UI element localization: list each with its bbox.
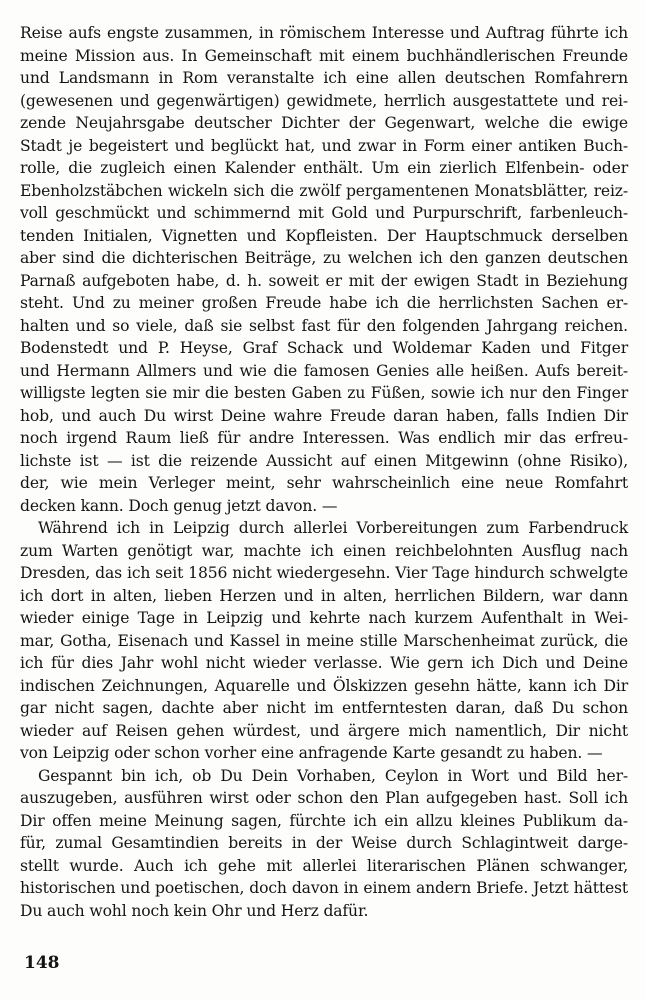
text-line: Reise aufs engste zusammen, in römischem Interesse und Auftrag führte ich <box>20 24 628 42</box>
text-line: halten und so viele, daß sie selbst fast für den folgenden Jahrgang reichen. <box>20 316 628 335</box>
text-line: wieder einige Tage in Leipzig und kehrte nach kurzem Aufenthalt in Wei- <box>20 609 628 627</box>
text-line: Stadt je begeistert und beglückt hat, und zwar in Form einer antiken Buch- <box>20 136 628 155</box>
text-line: Während ich in Leipzig durch allerlei Vorbereitungen zum Farbendruck <box>38 519 628 537</box>
text-line: mar, Gotha, Eisenach und Kassel in meine stille Marschenheimat zurück, die <box>20 631 628 650</box>
text-line: für, zumal Gesamtindien bereits in der Weise durch Schlagintweit darge- <box>20 834 628 852</box>
text-line: und Hermann Allmers und wie die famosen Genies alle heißen. Aufs bereit- <box>20 361 628 380</box>
text-line: Du auch wohl noch kein Ohr und Herz dafür. <box>20 901 369 920</box>
text-line: historischen und poetischen, doch davon in einem andern Briefe. Jetzt hättest <box>20 879 628 897</box>
text-line: Dir offen meine Meinung sagen, fürchte ich ein allzu kleines Publikum da- <box>20 811 628 830</box>
text-line: voll geschmückt und schimmernd mit Gold und Purpurschrift, farbenleuch- <box>20 204 628 222</box>
page-number: 148 <box>24 953 60 973</box>
text-line: der, wie mein Verleger meint, sehr wahrscheinlich eine neue Romfahrt <box>20 474 628 492</box>
text-line: lichste ist — ist die reizende Aussicht auf einen Mitgewinn (ohne Risiko), <box>20 451 628 470</box>
text-line: Ebenholzstäbchen wickeln sich die zwölf pergamentenen Monatsblätter, reiz- <box>20 181 628 200</box>
text-line: zum Warten genötigt war, machte ich einen reichbelohnten Ausflug nach <box>20 541 628 560</box>
text-line: tenden Initialen, Vignetten und Kopfleisten. Der Hauptschmuck derselben <box>20 226 628 245</box>
text-line: Parnaß aufgeboten habe, d. h. soweit er mit der ewigen Stadt in Beziehung <box>20 271 628 290</box>
text-line: von Leipzig oder schon vorher eine anfragende Karte gesandt zu haben. — <box>20 744 603 762</box>
body-text <box>20 22 628 922</box>
text-line: gar nicht sagen, dachte aber nicht im entferntesten daran, daß Du schon <box>20 699 628 717</box>
text-line: indischen Zeichnungen, Aquarelle und Ölskizzen gesehn hätte, kann ich Dir <box>20 676 628 695</box>
text-line: wieder auf Reisen gehen würdest, und ärgere mich namentlich, Dir nicht <box>20 721 628 740</box>
text-line: und Landsmann in Rom veranstalte ich eine allen deutschen Romfahrern <box>20 69 628 87</box>
text-line: noch irgend Raum ließ für andre Interessen. Was endlich mir das erfreu- <box>20 429 628 447</box>
text-line: decken kann. Doch genug jetzt davon. — <box>20 496 338 515</box>
text-line: Bodenstedt und P. Heyse, Graf Schack und Woldemar Kaden und Fitger <box>20 339 628 357</box>
text-line: hob, und auch Du wirst Deine wahre Freude daran haben, falls Indien Dir <box>20 406 628 425</box>
text-line: stellt wurde. Auch ich gehe mit allerlei literarischen Plänen schwanger, <box>20 856 628 875</box>
text-line: ich für dies Jahr wohl nicht wieder verlasse. Wie gern ich Dich und Deine <box>20 654 628 672</box>
text-line: (gewesenen und gegenwärtigen) gewidmete, herrlich ausgestattete und rei- <box>20 91 628 110</box>
text-line: aber sind die dichterischen Beiträge, zu welchen ich den ganzen deutschen <box>20 249 628 267</box>
text-line: ich dort in alten, lieben Herzen und in alten, herrlichen Bildern, war dann <box>20 586 628 605</box>
text-line: willigste legten sie mir die besten Gaben zu Füßen, sowie ich nur den Finger <box>20 384 628 402</box>
text-line: Gespannt bin ich, ob Du Dein Vorhaben, Ceylon in Wort und Bild her- <box>38 766 628 785</box>
text-line: auszugeben, ausführen wirst oder schon den Plan aufgegeben hast. Soll ich <box>20 789 628 807</box>
text-line: zende Neujahrsgabe deutscher Dichter der Gegenwart, welche die ewige <box>20 114 628 132</box>
text-line: Dresden, das ich seit 1856 nicht wiedergesehn. Vier Tage hindurch schwelgte <box>20 564 628 582</box>
text-line: steht. Und zu meiner großen Freude habe ich die herrlichsten Sachen er- <box>20 294 628 312</box>
text-line: meine Mission aus. In Gemeinschaft mit einem buchhändlerischen Freunde <box>20 46 628 65</box>
text-line: rolle, die zugleich einen Kalender enthält. Um ein zierlich Elfenbein- oder <box>20 159 628 177</box>
